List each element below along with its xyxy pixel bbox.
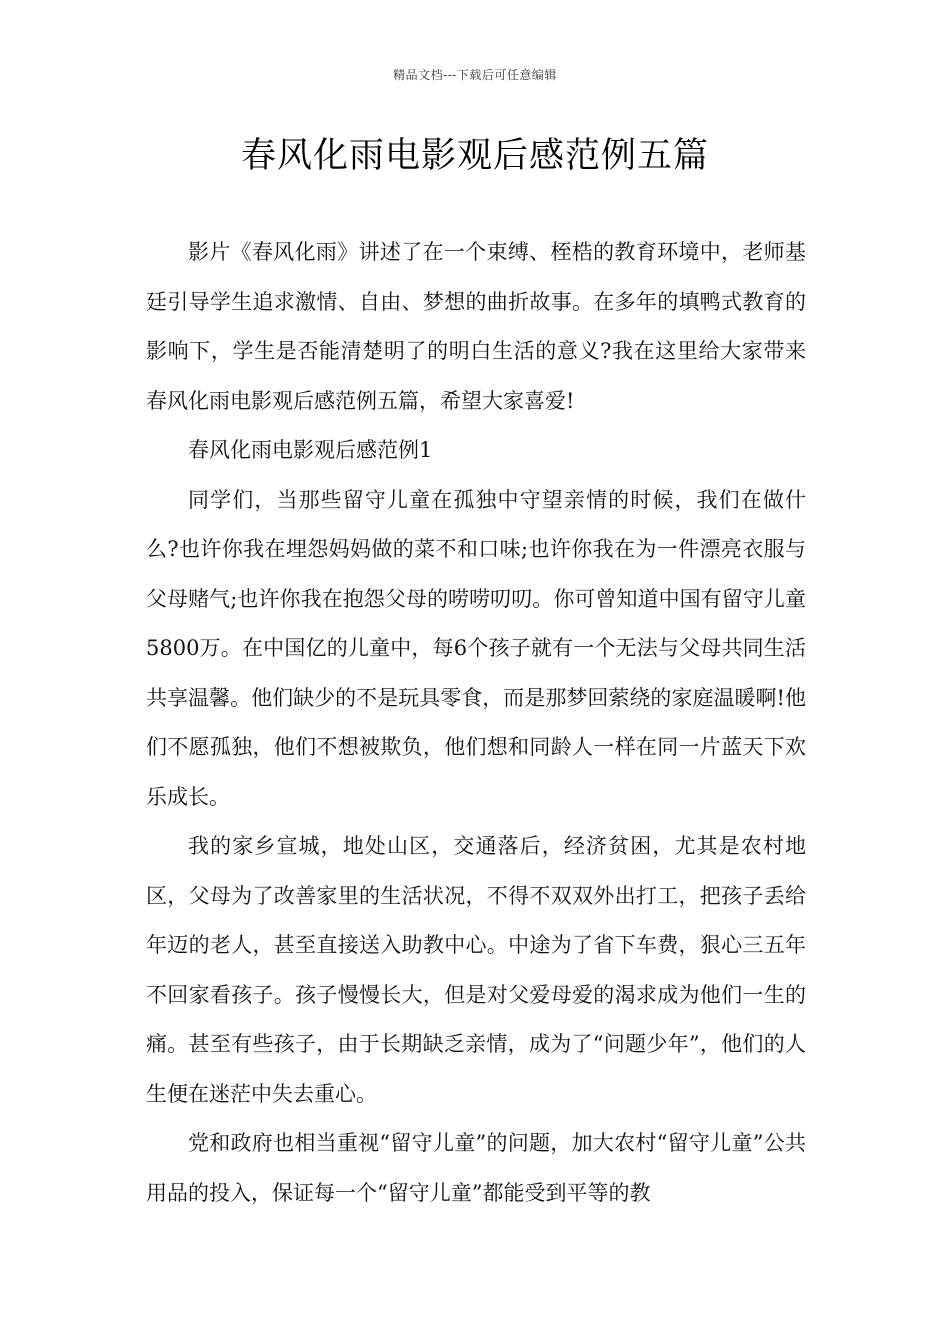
document-body: [146, 228, 806, 1218]
paragraph: 同学们，当那些留守儿童在孤独中守望亲情的时候，我们在做什么?也许你我在埋怨妈妈做的菜不和口味;也许你我在为一件漂亮衣服与父母赌气;也许你我在抱怨父母的唠唠叨叨。你可曾知道中国有留守儿童5800万。在中国亿的儿童中，每6个孩子就有一个无法与父母共同生活共享温馨。他们缺少的不是玩具零食，而是那梦回萦绕的家庭温暖啊!他们不愿孤独，他们不想被欺负，他们想和同龄人一样在同一片蓝天下欢乐成长。: [146, 487, 806, 809]
paragraph-intro: 影片《春风化雨》讲述了在一个束缚、桎梏的教育环境中，老师基廷引导学生追求激情、自由、梦想的曲折故事。在多年的填鸭式教育的影响下，学生是否能清楚明了的明白生活的意义?我在这里给大家带来春风化雨电影观后感范例五篇，希望大家喜爱!: [146, 240, 806, 413]
document-title: 春风化雨电影观后感范例五篇: [240, 136, 709, 176]
section-heading: 春风化雨电影观后感范例1: [188, 438, 433, 462]
paragraph: 党和政府也相当重视“留守儿童”的问题，加大农村“留守儿童”公共用品的投入，保证每一个“留守儿童”都能受到平等的教: [146, 1131, 806, 1205]
paragraph: 我的家乡宣城，地处山区，交通落后，经济贫困，尤其是农村地区，父母为了改善家里的生活状况，不得不双双外出打工，把孩子丢给年迈的老人，甚至直接送入助教中心。中途为了省下车费，狠心三五年不回家看孩子。孩子慢慢长大，但是对父爱母爱的渴求成为他们一生的痛。甚至有些孩子，由于长期缺乏亲情，成为了“问题少年”，他们的人生便在迷茫中失去重心。: [146, 834, 806, 1106]
header-note: 精品文档---下载后可任意编辑: [393, 68, 557, 82]
